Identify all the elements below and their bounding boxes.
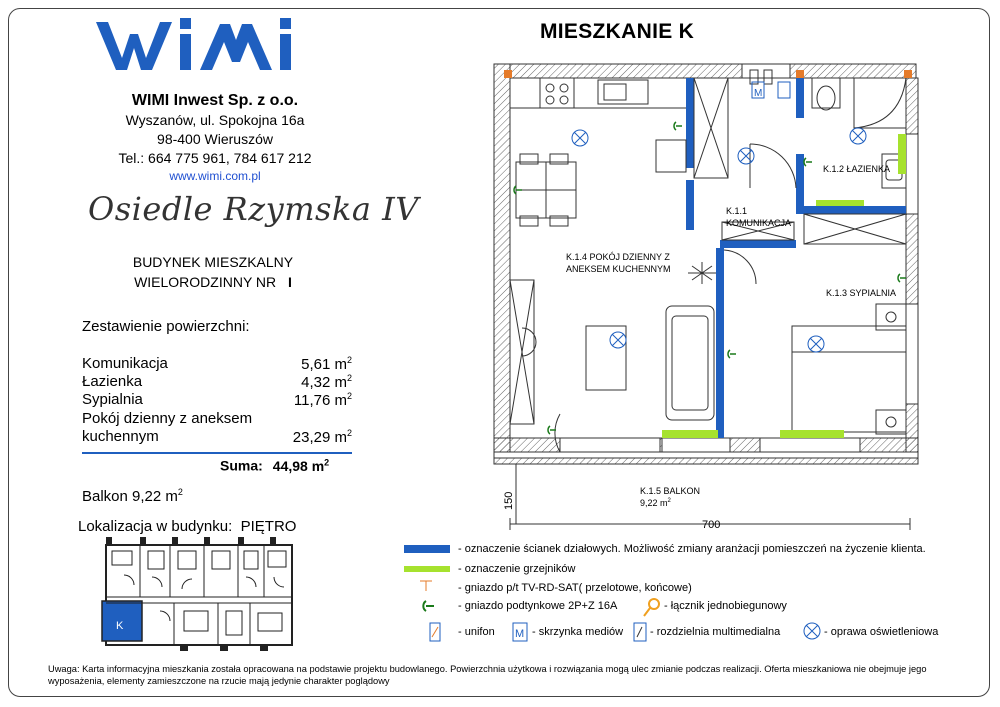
- area-value: 11,76 $m^2$: [293, 391, 352, 409]
- building-label: WIELORODZINNY NR: [134, 274, 277, 290]
- area-label: Łazienka: [82, 373, 143, 390]
- area-row: [82, 355, 352, 373]
- building-minimap: [100, 537, 300, 653]
- disclaimer-notice: Uwaga: Karta informacyjna mieszkania została opracowana na podstawie projektu budowlanego. Powierzchnia użytkowa i rozwiązania mogą ulec zmianie podczas realizacji. Oferta mieszkaniowa nie obejmuje jego wyposażenia, elementy zamieszczone na rzucie mają jedynie charakter poglądowy: [48, 664, 927, 686]
- dimension-width: 700: [702, 519, 721, 531]
- area-value: 5,61 $m^2$: [301, 355, 352, 373]
- apartment-title: MIESZKANIE K: [540, 20, 695, 43]
- legend-multimedia: - rozdzielnia multimedialna: [650, 626, 781, 638]
- svg-text:M: M: [754, 88, 763, 99]
- plant-icon: [688, 262, 716, 284]
- legend-media-box: - skrzynka mediów: [532, 626, 624, 638]
- building-type: BUDYNEK MIESZKALNY: [132, 254, 294, 270]
- legend-switch: - łącznik jednobiegunowy: [664, 600, 787, 612]
- legend-tv-socket: - gniazdo p/t TV-RD-SAT( przelotowe, końcowe): [458, 582, 692, 594]
- area-row: [82, 391, 352, 409]
- partition-walls: [686, 78, 906, 438]
- bathroom-label: K.1.2 ŁAZIENKA: [823, 164, 891, 174]
- dimension-depth: 150: [503, 491, 515, 510]
- area-row: [82, 428, 352, 446]
- floor-plan: [480, 54, 930, 534]
- legend-icons: [404, 545, 454, 645]
- area-row: [82, 410, 352, 428]
- sum-divider: [82, 452, 352, 454]
- living-room-label-2: ANEKSEM KUCHENNYM: [566, 264, 671, 274]
- bedroom-label: K.1.3 SYPIALNIA: [826, 288, 897, 298]
- legend-power-socket: - gniazdo podtynkowe 2P+Z 16A: [458, 600, 618, 612]
- media-box-legend-icon: [510, 622, 530, 642]
- building-type-line-2: [82, 274, 344, 290]
- address-line-1: Wyszanów, ul. Spokojna 16a: [125, 112, 305, 128]
- svg-text:M: M: [515, 628, 525, 640]
- corridor-label: K.1.1: [726, 206, 748, 216]
- area-label: Sypialnia: [82, 391, 143, 408]
- company-name: WIMI Inwest Sp. z o.o.: [131, 92, 299, 109]
- legend-radiators: - oznaczenie grzejników: [458, 563, 576, 575]
- area-sum: Suma: 44,98 $m^2$: [220, 457, 330, 474]
- estate-name: Osiedle Rzymska IV: [88, 190, 419, 228]
- legend-walls: - oznaczenie ścianek działowych. Możliwość zmiany aranżacji pomieszczeń na życzenie klienta.: [458, 543, 926, 555]
- living-room-label: K.1.4 POKÓJ DZIENNY Z: [566, 252, 670, 262]
- area-summary-header: Zestawienie powierzchni:: [82, 318, 250, 335]
- area-label: kuchennym: [82, 428, 159, 445]
- light-fixture-icon: [802, 621, 822, 641]
- area-value: 23,29 $m^2$: [292, 428, 352, 446]
- location-in-building: Lokalizacja w budynku: PIĘTRO: [78, 518, 297, 535]
- minimap-apartment-label: K: [116, 620, 124, 632]
- wimi-logo: [96, 14, 326, 74]
- balcony-area-label: 9,22 $m^2$: [640, 498, 671, 508]
- radiators: [662, 134, 906, 438]
- corridor-label-2: KOMUNIKACJA: [726, 218, 792, 228]
- area-row: [82, 373, 352, 391]
- area-label: Komunikacja: [82, 355, 168, 372]
- website-link[interactable]: www.wimi.com.pl: [169, 169, 261, 183]
- legend-light: - oprawa oświetleniowa: [824, 626, 939, 638]
- area-value: 4,32 $m^2$: [301, 373, 352, 391]
- legend-unifon: - unifon: [458, 626, 495, 638]
- building-number: I: [288, 274, 292, 290]
- switch-icon: [640, 596, 664, 620]
- multimedia-panel-icon: [632, 622, 648, 642]
- phone-numbers: Tel.: 664 775 961, 784 617 212: [118, 150, 312, 166]
- balcony-area: Balkon 9,22 $m^2$: [82, 487, 183, 505]
- balcony-label: K.1.5 BALKON: [640, 486, 701, 496]
- address-line-2: 98-400 Wieruszów: [157, 131, 273, 147]
- area-label: Pokój dzienny z aneksem: [82, 410, 253, 427]
